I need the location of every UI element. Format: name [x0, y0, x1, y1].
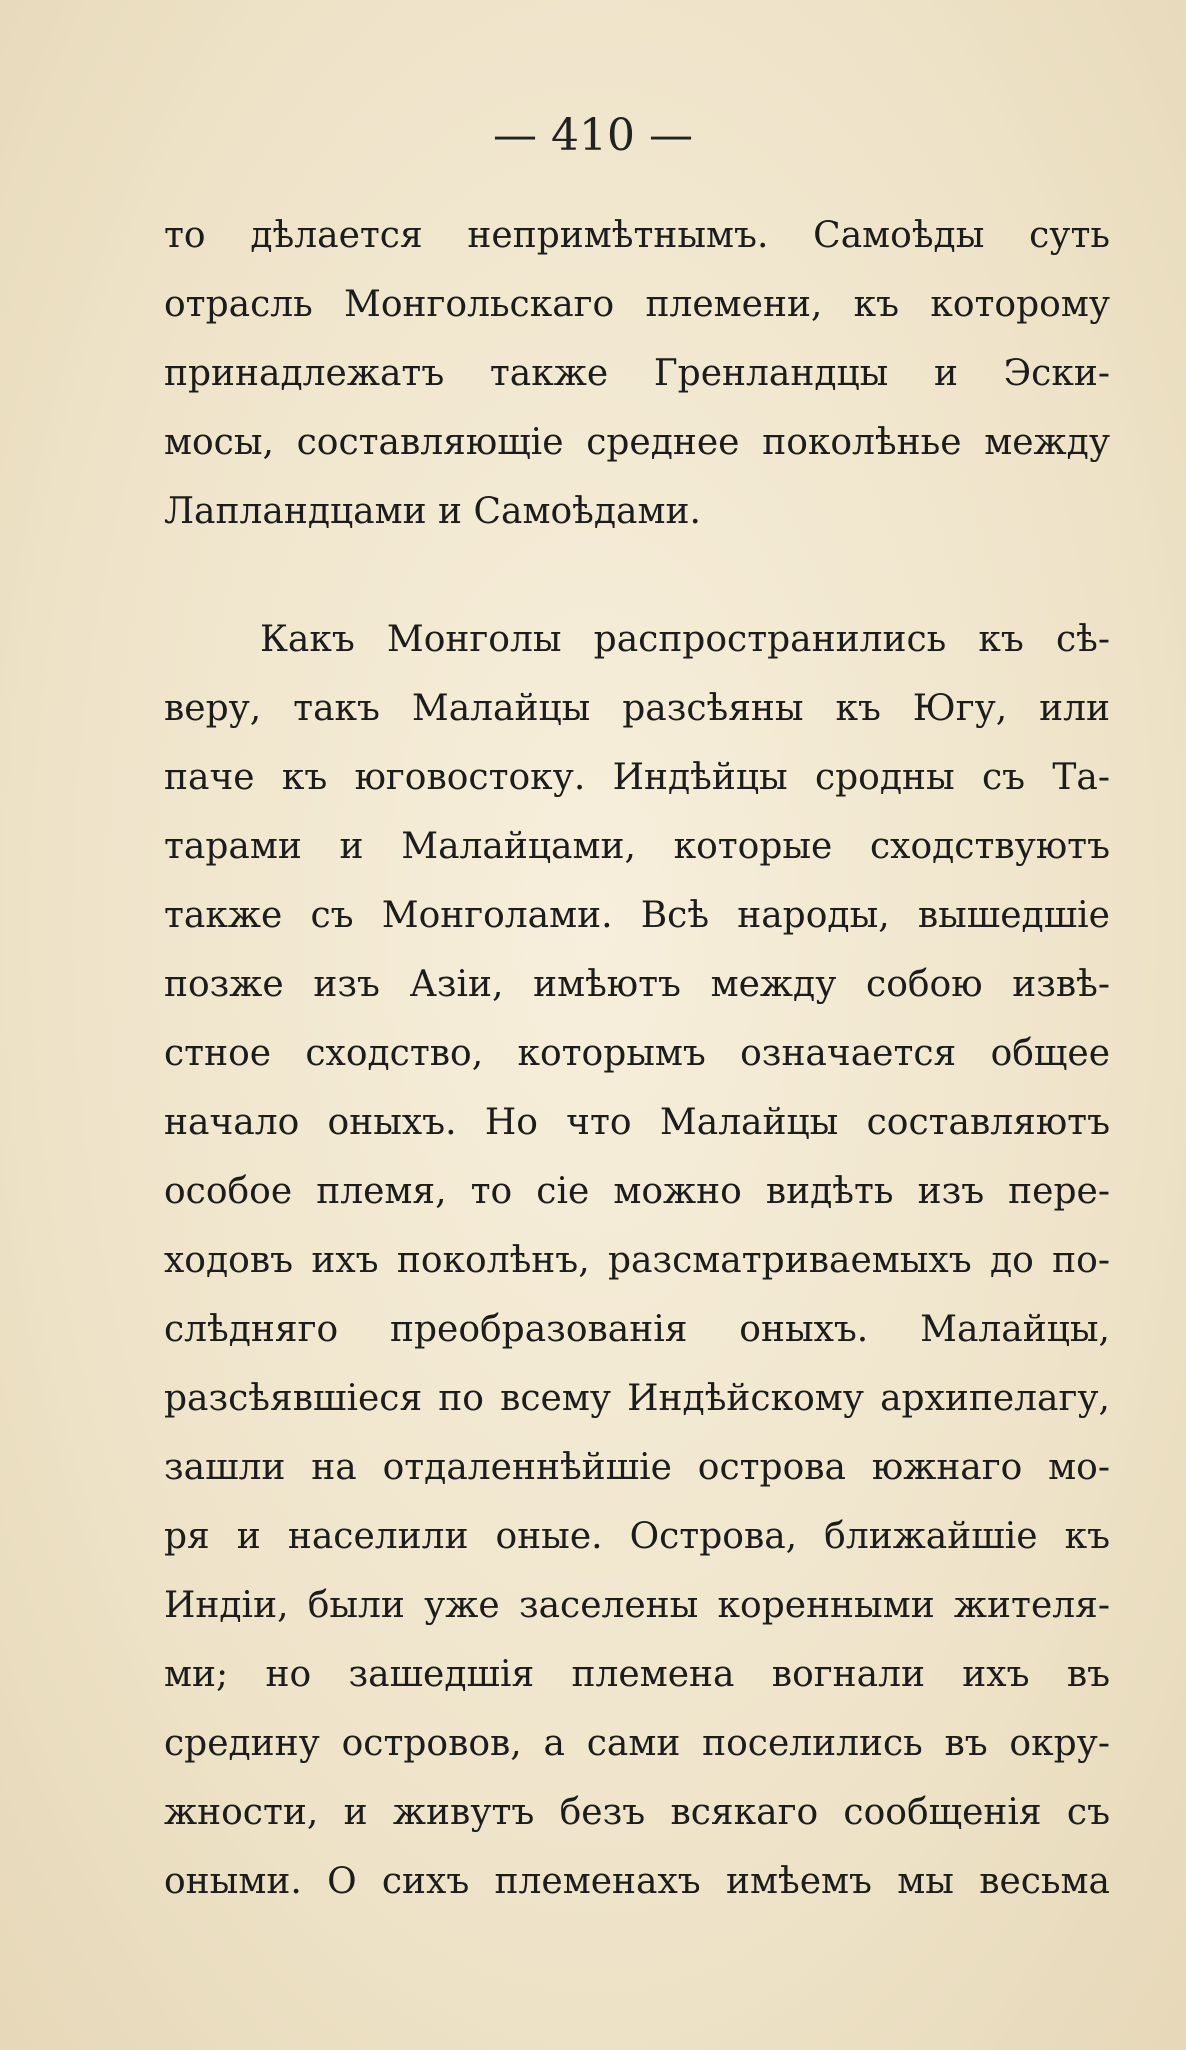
page-number: — 410 — [493, 110, 693, 161]
text-line: веру, такъ Малайцы разсѣяны къ Югу, или [164, 688, 1110, 729]
text-line: средину островов, а сами поселились въ окру- [164, 1723, 1110, 1764]
text-line: то дѣлается непримѣтнымъ. Самоѣды суть [164, 215, 1110, 256]
text-line: ходовъ ихъ поколѣнъ, разсматриваемыхъ до по- [164, 1240, 1110, 1281]
text-line: отрасль Монгольскаго племени, къ которому [164, 284, 1110, 325]
text-line: также съ Монголами. Всѣ народы, вышедшіе [164, 895, 1110, 936]
text-line: ря и населили оные. Острова, ближайшіе къ [164, 1516, 1110, 1557]
text-line: паче къ юговостоку. Индѣйцы сродны съ Та- [164, 757, 1110, 798]
text-line: начало оныхъ. Но что Малайцы составляютъ [164, 1102, 1110, 1143]
text-line: стное сходство, которымъ означается общее [164, 1033, 1110, 1074]
text-line: Какъ Монголы распространились къ сѣ- [260, 619, 1110, 660]
text-line: Индіи, были уже заселены коренными жителя- [164, 1585, 1110, 1626]
text-line: мосы, составляющіе среднее поколѣнье между [164, 422, 1110, 463]
text-line: тарами и Малайцами, которые сходствуютъ [164, 826, 1110, 867]
text-line: ми; но зашедшія племена вогнали ихъ въ [164, 1654, 1110, 1695]
text-line: разсѣявшіеся по всему Индѣйскому архипелагу, [164, 1378, 1110, 1419]
text-line: позже изъ Азіи, имѣютъ между собою извѣ- [164, 964, 1110, 1005]
text-line: жности, и живутъ безъ всякаго сообщенія съ [164, 1792, 1110, 1833]
text-line: слѣдняго преобразованія оныхъ. Малайцы, [164, 1309, 1110, 1350]
text-line: Лапландцами и Самоѣдами. [164, 491, 701, 532]
text-line: оными. О сихъ племенахъ имѣемъ мы весьма [164, 1861, 1110, 1902]
text-line: особое племя, то сіе можно видѣть изъ пере- [164, 1171, 1110, 1212]
text-line: зашли на отдаленнѣйшіе острова южнаго мо- [164, 1447, 1110, 1488]
text-line: принадлежатъ также Гренландцы и Эски- [164, 353, 1110, 394]
